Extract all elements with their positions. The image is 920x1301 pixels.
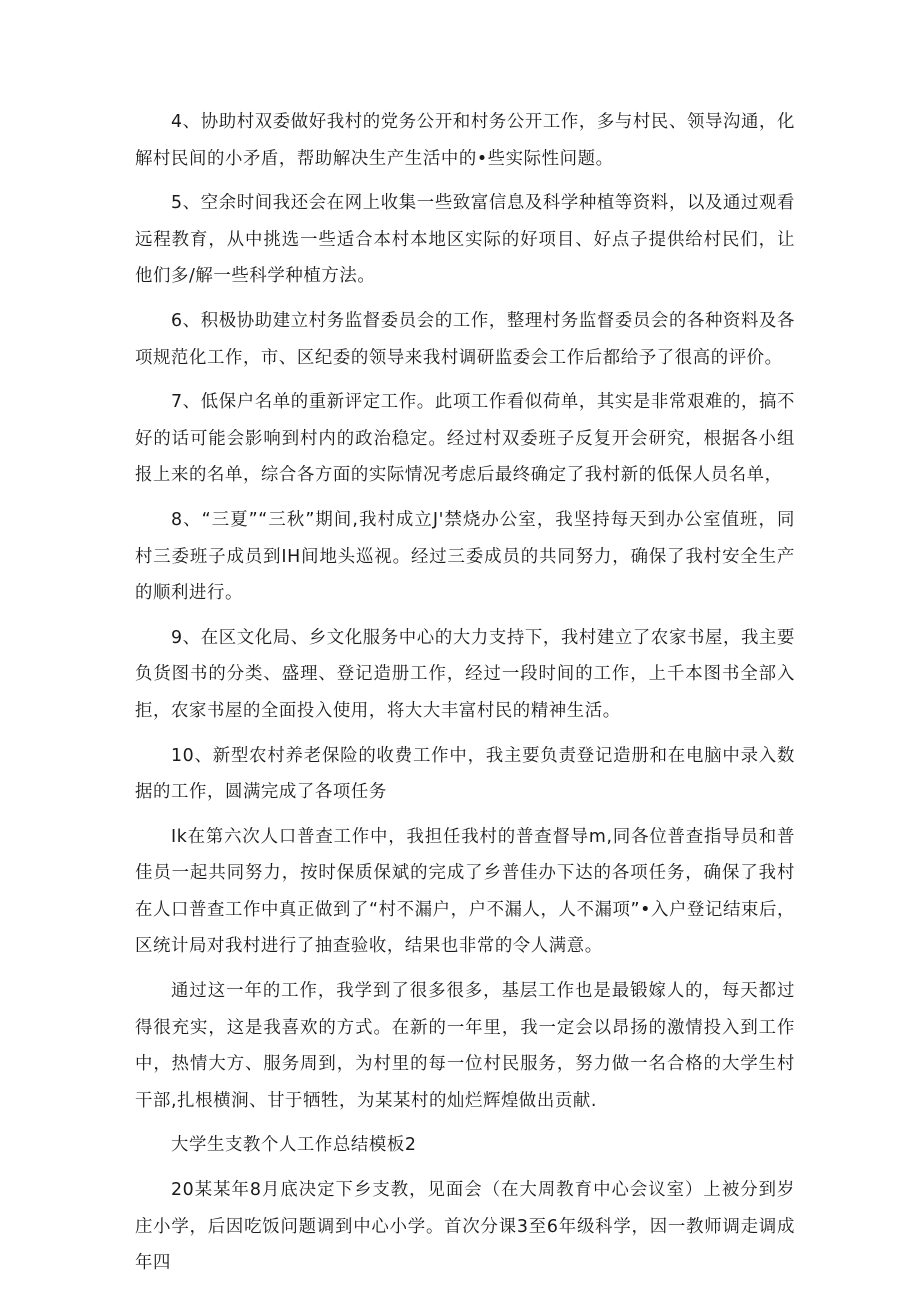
paragraph-item-11: Ik在第六次人口普查工作中，我担任我村的普查督导m,同各位普查指导员和普佳员一起共同努力，按时保质保斌的完成了乡普佳办下达的各项任务，确保了我村在人口普查工作中真正做到了“村不漏户，户不漏人，人不漏项”•入户登记结束后，区统计局对我村进行了抽查验收，结果也非常的令人满意。: [135, 826, 795, 957]
paragraph-item-10: 10、新型农村养老保险的收费工作中，我主要负责登记造册和在电脑中录入数据的工作，圆满完成了各项任务: [135, 745, 795, 803]
document-body: [135, 104, 795, 1290]
paragraph-item-7: 7、低保户名单的重新评定工作。此项工作看似荷单，其实是非常艰难的，搞不好的话可能会影响到村内的政治稳定。经过村双委班子反复开会研究，根据各小组报上来的名单，综合各方面的实际情况考虑后最终确定了我村新的低保人员名单，: [135, 392, 795, 486]
paragraph-item-8: 8、“三夏”“三秋”期间,我村成立J'禁烧办公室，我坚持每天到办公室值班，同村三委班子成员到IH间地头巡视。经过三委成员的共同努力，确保了我村安全生产的顺利进行。: [135, 509, 795, 604]
paragraph-item-6: 6、积极协助建立村务监督委员会的工作，整理村务监督委员会的各种资料及各项规范化工作，市、区纪委的领导来我村调研监委会工作后都给予了很高的评价。: [135, 310, 795, 368]
paragraph-item-4: 4、协助村双委做好我村的党务公开和村务公开工作，多与村民、领导沟通，化解村民间的小矛盾，帮助解决生产生活中的•些实际性问题。: [135, 112, 795, 169]
paragraph-item-5: 5、空余时间我还会在网上收集一些致富信息及科学种植等资料，以及通过观看远程教育，从中挑选一些适合本村本地区实际的好项目、好点子提供给村民们，让他们多/解一些科学种植方法。: [135, 193, 795, 287]
section-title: 大学生支教个人工作总结模板2: [171, 1135, 417, 1156]
paragraph-new-section: 20某某年8月底决定下乡支教，见面会（在大周教育中心会议室）上被分到岁庄小学，后因吃饭问题调到中心小学。首次分课3至6年级科学，因一教师调走调成年四: [135, 1180, 795, 1274]
paragraph-conclusion: 通过这一年的工作，我学到了很多很多，基层工作也是最锻嫁人的，每天都过得很充实，这是我喜欢的方式。在新的一年里，我一定会以昂扬的激情投入到工作中，热情大方、服务周到，为村里的每一位村民服务，努力做一名合格的大学生村干部,扎根横涧、甘于牺牲，为某某村的灿烂辉煌做出贡献.: [135, 981, 795, 1111]
paragraph-item-9: 9、在区文化局、乡文化服务中心的大力支持下，我村建立了农家书屋，我主要负货图书的分类、盛理、登记造册工作，经过一段时间的工作，上千本图书全部入拒，农家书屋的全面投入使用，将大大丰富村民的精神生活。: [135, 627, 795, 721]
